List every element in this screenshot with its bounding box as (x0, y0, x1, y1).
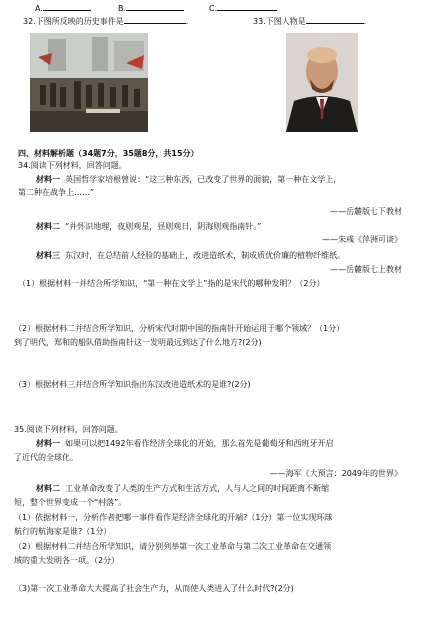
q35-intro: 35.阅读下列材料，回答问题。 (14, 425, 123, 434)
q34-subquestion-1: （1）根据材料一并结合所学知识，“第一种在文学上”指的是宋代的哪种发明？（2分） (18, 279, 325, 288)
q35-material-2-line2: 短，整个世界变成一个“村落”。 (14, 498, 127, 507)
q34-subquestion-2: （2）根据材料二并结合所学知识，分析宋代时期中国的指南针开始运用于哪个领域？（1分） (14, 324, 345, 333)
q35-subquestion-2: （2）根据材料二并结合所学知识，请分别列举第一次工业革命与第二次工业革命在交通领 (14, 542, 332, 551)
q35-material-2: 材料二 工业革命改变了人类的生产方式和生活方式，人与人之间的时间距离不断缩 (36, 484, 330, 493)
q35-subquestion-1: （1）依据材料一，分析作者把哪一事件看作是经济全球化的开端?（1分）第一位实现环球 (14, 513, 333, 522)
portrait-illustration (286, 33, 358, 132)
q34-material-3: 材料三 东汉时，在总结前人经验的基础上，改进造纸术，制成质优价廉的植物纤维纸。 (36, 251, 346, 260)
option-a: A. (35, 2, 91, 14)
q35-material-1: 材料一 如果可以把1492年看作经济全球化的开始，那么首先是葡萄牙和西班牙开启 (36, 439, 334, 448)
section-title: 四、材料解析题（34题7分，35题8分，共15分） (18, 149, 199, 158)
q34-subquestion-2-line2: 到了明代，郑和的船队借助指南针这一发明最远到达了什么地方?(2分) (14, 338, 262, 347)
q35-subquestion-2-line2: 域的重大发明各一项。（2分） (14, 556, 120, 565)
option-b: B. (118, 2, 184, 14)
q34-material-1-source: ——岳麓版七下教材 (330, 207, 402, 216)
q35-material-1-source: ——海军《大预言：2049年的世界》 (269, 469, 402, 478)
q34-material-2: 材料二 “并怀识地理，夜则观星，昼则观日，阴海则观指南针。” (36, 222, 262, 231)
question-32: 32.下图所反映的历史事件是 . (23, 17, 189, 26)
question-33: 33.下图人物是 . (253, 17, 367, 26)
history-event-painting (30, 33, 148, 132)
q35-material-1-line2: 了近代的全球化。 (14, 453, 78, 462)
leader-portrait (286, 33, 358, 132)
q34-material-1-line2: 第二种在战争上……” (18, 188, 95, 197)
q35-subquestion-1-line2: 航行的航海家是谁?（1分） (14, 527, 112, 536)
q34-material-3-source: ——岳麓版七上教材 (330, 265, 402, 274)
painting-illustration (30, 33, 148, 132)
q35-subquestion-3: （3)第一次工业革命大大提高了社会生产力，从而使人类进入了什么时代?(2分) (14, 584, 294, 593)
q34-subquestion-3: （3）根据材料三并结合所学知识指出东汉改进造纸术的是谁?(2分) (14, 380, 251, 389)
q34-intro: 34.阅读下列材料，回答问题。 (18, 161, 127, 170)
q34-material-2-source: ——朱彧《萍洲可谈》 (322, 235, 402, 244)
q34-material-1: 材料一 英国哲学家培根曾说：“这三种东西，已改变了世界的面貌，第一种在文学上， (36, 175, 342, 184)
option-c: C. (209, 2, 277, 14)
